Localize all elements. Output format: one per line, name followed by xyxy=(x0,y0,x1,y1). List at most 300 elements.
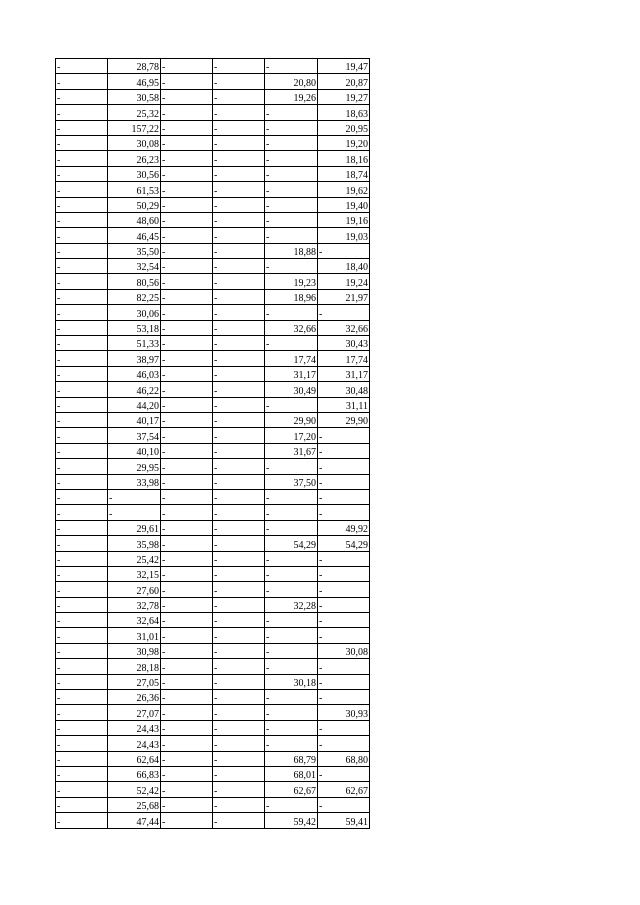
table-cell-col-6: 59,41 xyxy=(318,813,370,828)
table-cell-col-5: 19,23 xyxy=(265,274,318,289)
table-cell-col-1: - xyxy=(56,643,108,658)
table-cell-col-2: 28,18 xyxy=(108,659,161,674)
table-cell-col-4: - xyxy=(213,351,265,366)
table-cell-col-5: 68,79 xyxy=(265,751,318,766)
table-cell-col-6: 19,24 xyxy=(318,274,370,289)
table-cell-col-6: - xyxy=(318,628,370,643)
table-cell-col-5: 30,49 xyxy=(265,382,318,397)
table-cell-col-5: - xyxy=(265,182,318,197)
table-cell-col-3: - xyxy=(161,135,213,150)
table-cell-col-4: - xyxy=(213,813,265,828)
table-cell-col-5: - xyxy=(265,105,318,120)
table-cell-col-4: - xyxy=(213,674,265,689)
table-cell-col-3: - xyxy=(161,643,213,658)
table-cell-col-4: - xyxy=(213,766,265,781)
table-cell-col-2: 28,78 xyxy=(108,59,161,74)
data-table xyxy=(55,58,370,829)
table-cell-col-1: - xyxy=(56,443,108,458)
table-row xyxy=(56,520,370,535)
table-cell-col-6: 19,16 xyxy=(318,212,370,227)
table-cell-col-5: - xyxy=(265,551,318,566)
table-cell-col-4: - xyxy=(213,289,265,304)
table-cell-col-5: 17,20 xyxy=(265,428,318,443)
table-cell-col-6: 20,95 xyxy=(318,120,370,135)
table-cell-col-3: - xyxy=(161,182,213,197)
table-cell-col-3: - xyxy=(161,274,213,289)
table-cell-col-2: 53,18 xyxy=(108,320,161,335)
table-cell-col-1: - xyxy=(56,120,108,135)
table-cell-col-6: - xyxy=(318,474,370,489)
table-cell-col-5: - xyxy=(265,259,318,274)
table-cell-col-1: - xyxy=(56,489,108,504)
table-cell-col-6: 18,40 xyxy=(318,259,370,274)
table-row xyxy=(56,720,370,735)
table-cell-col-6: 68,80 xyxy=(318,751,370,766)
table-cell-col-5: 19,26 xyxy=(265,89,318,104)
table-cell-col-3: - xyxy=(161,166,213,181)
table-cell-col-4: - xyxy=(213,736,265,751)
table-row xyxy=(56,613,370,628)
table-cell-col-2: 25,42 xyxy=(108,551,161,566)
table-cell-col-2: 30,06 xyxy=(108,305,161,320)
table-cell-col-4: - xyxy=(213,336,265,351)
table-row xyxy=(56,197,370,212)
table-cell-col-5: 18,88 xyxy=(265,243,318,258)
table-cell-col-3: - xyxy=(161,120,213,135)
table-cell-col-1: - xyxy=(56,351,108,366)
table-cell-col-2: 157,22 xyxy=(108,120,161,135)
table-row xyxy=(56,797,370,812)
table-cell-col-1: - xyxy=(56,182,108,197)
table-cell-col-5: - xyxy=(265,151,318,166)
table-row xyxy=(56,597,370,612)
table-row xyxy=(56,320,370,335)
table-row xyxy=(56,551,370,566)
table-cell-col-6: 19,62 xyxy=(318,182,370,197)
table-cell-col-6: 19,40 xyxy=(318,197,370,212)
table-cell-col-4: - xyxy=(213,74,265,89)
table-cell-col-2: 46,03 xyxy=(108,366,161,381)
table-cell-col-1: - xyxy=(56,674,108,689)
table-cell-col-3: - xyxy=(161,474,213,489)
table-cell-col-3: - xyxy=(161,720,213,735)
table-cell-col-6: - xyxy=(318,243,370,258)
table-row xyxy=(56,489,370,504)
table-cell-col-3: - xyxy=(161,613,213,628)
table-cell-col-1: - xyxy=(56,151,108,166)
table-cell-col-2: 32,78 xyxy=(108,597,161,612)
table-row xyxy=(56,135,370,150)
table-cell-col-6: - xyxy=(318,566,370,581)
table-cell-col-1: - xyxy=(56,89,108,104)
table-cell-col-4: - xyxy=(213,551,265,566)
table-row xyxy=(56,336,370,351)
table-cell-col-1: - xyxy=(56,536,108,551)
table-cell-col-2: 32,54 xyxy=(108,259,161,274)
table-cell-col-2: 46,95 xyxy=(108,74,161,89)
table-cell-col-3: - xyxy=(161,797,213,812)
table-row xyxy=(56,674,370,689)
table-cell-col-2: 47,44 xyxy=(108,813,161,828)
table-cell-col-4: - xyxy=(213,474,265,489)
table-cell-col-1: - xyxy=(56,74,108,89)
table-cell-col-2: 29,61 xyxy=(108,520,161,535)
table-cell-col-1: - xyxy=(56,412,108,427)
table-cell-col-6: 17,74 xyxy=(318,351,370,366)
table-cell-col-3: - xyxy=(161,105,213,120)
table-cell-col-6: 32,66 xyxy=(318,320,370,335)
table-cell-col-2: 30,98 xyxy=(108,643,161,658)
table-cell-col-3: - xyxy=(161,813,213,828)
table-cell-col-1: - xyxy=(56,597,108,612)
table-cell-col-3: - xyxy=(161,289,213,304)
table-cell-col-4: - xyxy=(213,582,265,597)
table-cell-col-1: - xyxy=(56,166,108,181)
table-cell-col-6: 19,20 xyxy=(318,135,370,150)
table-cell-col-5: - xyxy=(265,520,318,535)
table-row xyxy=(56,74,370,89)
table-row xyxy=(56,813,370,828)
table-cell-col-4: - xyxy=(213,566,265,581)
table-cell-col-5: 68,01 xyxy=(265,766,318,781)
table-cell-col-6: 30,08 xyxy=(318,643,370,658)
table-cell-col-1: - xyxy=(56,59,108,74)
table-cell-col-2: 40,10 xyxy=(108,443,161,458)
table-cell-col-2: 26,36 xyxy=(108,690,161,705)
table-row xyxy=(56,366,370,381)
table-cell-col-1: - xyxy=(56,274,108,289)
table-cell-col-1: - xyxy=(56,197,108,212)
table-cell-col-1: - xyxy=(56,690,108,705)
table-cell-col-2: 37,54 xyxy=(108,428,161,443)
table-cell-col-5: - xyxy=(265,459,318,474)
table-cell-col-5: - xyxy=(265,736,318,751)
table-cell-col-5: 17,74 xyxy=(265,351,318,366)
table-cell-col-6: 19,03 xyxy=(318,228,370,243)
table-row xyxy=(56,120,370,135)
table-cell-col-3: - xyxy=(161,766,213,781)
table-row xyxy=(56,766,370,781)
table-cell-col-5: - xyxy=(265,582,318,597)
table-row xyxy=(56,505,370,520)
table-cell-col-2: 80,56 xyxy=(108,274,161,289)
table-row xyxy=(56,274,370,289)
table-cell-col-5: 31,67 xyxy=(265,443,318,458)
table-row xyxy=(56,412,370,427)
table-row xyxy=(56,736,370,751)
table-cell-col-1: - xyxy=(56,659,108,674)
table-cell-col-2: 31,01 xyxy=(108,628,161,643)
table-cell-col-1: - xyxy=(56,705,108,720)
table-cell-col-5: - xyxy=(265,613,318,628)
table-cell-col-1: - xyxy=(56,105,108,120)
table-cell-col-3: - xyxy=(161,382,213,397)
table-cell-col-5: 62,67 xyxy=(265,782,318,797)
table-cell-col-6: - xyxy=(318,443,370,458)
table-cell-col-2: 30,58 xyxy=(108,89,161,104)
table-cell-col-6: - xyxy=(318,613,370,628)
table-cell-col-1: - xyxy=(56,797,108,812)
table-cell-col-3: - xyxy=(161,197,213,212)
table-cell-col-6: 54,29 xyxy=(318,536,370,551)
table-cell-col-6: 30,93 xyxy=(318,705,370,720)
table-row xyxy=(56,259,370,274)
table-cell-col-4: - xyxy=(213,613,265,628)
table-cell-col-3: - xyxy=(161,320,213,335)
table-cell-col-4: - xyxy=(213,366,265,381)
table-cell-col-5: - xyxy=(265,659,318,674)
table-row xyxy=(56,89,370,104)
table-cell-col-6: - xyxy=(318,766,370,781)
table-cell-col-2: 62,64 xyxy=(108,751,161,766)
table-row xyxy=(56,428,370,443)
table-cell-col-1: - xyxy=(56,474,108,489)
table-cell-col-4: - xyxy=(213,505,265,520)
table-cell-col-2: 32,64 xyxy=(108,613,161,628)
table-cell-col-1: - xyxy=(56,520,108,535)
table-row xyxy=(56,397,370,412)
table-row xyxy=(56,151,370,166)
table-cell-col-4: - xyxy=(213,489,265,504)
table-cell-col-5: - xyxy=(265,705,318,720)
table-cell-col-5: 37,50 xyxy=(265,474,318,489)
table-cell-col-5: - xyxy=(265,166,318,181)
table-cell-col-6: - xyxy=(318,736,370,751)
table-cell-col-2: - xyxy=(108,505,161,520)
table-cell-col-5: 32,66 xyxy=(265,320,318,335)
table-row xyxy=(56,628,370,643)
table-cell-col-2: 38,97 xyxy=(108,351,161,366)
table-cell-col-3: - xyxy=(161,566,213,581)
table-cell-col-6: - xyxy=(318,489,370,504)
table-cell-col-6: 29,90 xyxy=(318,412,370,427)
table-cell-col-4: - xyxy=(213,751,265,766)
table-cell-col-2: 35,98 xyxy=(108,536,161,551)
table-cell-col-3: - xyxy=(161,397,213,412)
table-cell-col-5: 59,42 xyxy=(265,813,318,828)
table-cell-col-2: 35,50 xyxy=(108,243,161,258)
table-row xyxy=(56,443,370,458)
table-cell-col-6: - xyxy=(318,659,370,674)
table-cell-col-1: - xyxy=(56,505,108,520)
table-cell-col-4: - xyxy=(213,659,265,674)
table-cell-col-3: - xyxy=(161,597,213,612)
table-cell-col-3: - xyxy=(161,151,213,166)
table-row xyxy=(56,243,370,258)
table-cell-col-6: - xyxy=(318,597,370,612)
table-cell-col-2: 40,17 xyxy=(108,412,161,427)
table-cell-col-1: - xyxy=(56,289,108,304)
table-cell-col-5: - xyxy=(265,59,318,74)
table-cell-col-2: 30,56 xyxy=(108,166,161,181)
table-cell-col-5: - xyxy=(265,797,318,812)
table-cell-col-5: - xyxy=(265,212,318,227)
table-cell-col-6: 31,17 xyxy=(318,366,370,381)
table-cell-col-1: - xyxy=(56,736,108,751)
table-cell-col-2: 25,32 xyxy=(108,105,161,120)
table-cell-col-4: - xyxy=(213,135,265,150)
table-cell-col-2: 61,53 xyxy=(108,182,161,197)
table-cell-col-4: - xyxy=(213,182,265,197)
table-cell-col-1: - xyxy=(56,782,108,797)
table-cell-col-6: - xyxy=(318,690,370,705)
table-cell-col-1: - xyxy=(56,459,108,474)
table-cell-col-6: - xyxy=(318,505,370,520)
table-cell-col-3: - xyxy=(161,59,213,74)
table-row xyxy=(56,166,370,181)
table-row xyxy=(56,289,370,304)
table-cell-col-5: 31,17 xyxy=(265,366,318,381)
table-cell-col-5: 30,18 xyxy=(265,674,318,689)
table-cell-col-3: - xyxy=(161,212,213,227)
table-cell-col-4: - xyxy=(213,690,265,705)
table-cell-col-5: - xyxy=(265,135,318,150)
table-cell-col-2: 82,25 xyxy=(108,289,161,304)
table-cell-col-3: - xyxy=(161,489,213,504)
table-row xyxy=(56,751,370,766)
table-row xyxy=(56,182,370,197)
table-cell-col-2: 50,29 xyxy=(108,197,161,212)
table-cell-col-4: - xyxy=(213,797,265,812)
table-cell-col-4: - xyxy=(213,89,265,104)
table-cell-col-4: - xyxy=(213,782,265,797)
table-cell-col-3: - xyxy=(161,705,213,720)
table-cell-col-5: 20,80 xyxy=(265,74,318,89)
table-cell-col-2: 26,23 xyxy=(108,151,161,166)
table-cell-col-1: - xyxy=(56,397,108,412)
table-cell-col-6: - xyxy=(318,797,370,812)
data-table-body xyxy=(56,59,370,829)
table-cell-col-3: - xyxy=(161,459,213,474)
table-cell-col-5: - xyxy=(265,228,318,243)
table-cell-col-3: - xyxy=(161,428,213,443)
table-cell-col-1: - xyxy=(56,366,108,381)
table-cell-col-2: 51,33 xyxy=(108,336,161,351)
table-cell-col-5: - xyxy=(265,489,318,504)
table-row xyxy=(56,59,370,74)
table-cell-col-1: - xyxy=(56,566,108,581)
table-cell-col-3: - xyxy=(161,520,213,535)
table-cell-col-6: - xyxy=(318,305,370,320)
table-row xyxy=(56,782,370,797)
table-row xyxy=(56,351,370,366)
table-cell-col-3: - xyxy=(161,736,213,751)
table-cell-col-4: - xyxy=(213,536,265,551)
table-cell-col-5: 54,29 xyxy=(265,536,318,551)
table-cell-col-2: 30,08 xyxy=(108,135,161,150)
table-cell-col-1: - xyxy=(56,582,108,597)
table-cell-col-2: 66,83 xyxy=(108,766,161,781)
table-cell-col-3: - xyxy=(161,628,213,643)
table-cell-col-3: - xyxy=(161,228,213,243)
table-cell-col-6: 19,27 xyxy=(318,89,370,104)
table-cell-col-3: - xyxy=(161,690,213,705)
table-cell-col-3: - xyxy=(161,243,213,258)
table-cell-col-6: 20,87 xyxy=(318,74,370,89)
table-cell-col-3: - xyxy=(161,305,213,320)
table-cell-col-3: - xyxy=(161,336,213,351)
table-cell-col-2: 27,05 xyxy=(108,674,161,689)
table-cell-col-4: - xyxy=(213,151,265,166)
table-cell-col-2: 27,60 xyxy=(108,582,161,597)
table-row xyxy=(56,566,370,581)
table-cell-col-4: - xyxy=(213,243,265,258)
table-cell-col-4: - xyxy=(213,597,265,612)
table-cell-col-5: 32,28 xyxy=(265,597,318,612)
table-cell-col-3: - xyxy=(161,259,213,274)
table-cell-col-5: - xyxy=(265,643,318,658)
table-cell-col-4: - xyxy=(213,382,265,397)
table-cell-col-1: - xyxy=(56,720,108,735)
table-cell-col-4: - xyxy=(213,459,265,474)
table-cell-col-6: 62,67 xyxy=(318,782,370,797)
table-cell-col-4: - xyxy=(213,105,265,120)
table-cell-col-4: - xyxy=(213,228,265,243)
table-cell-col-6: 49,92 xyxy=(318,520,370,535)
table-cell-col-4: - xyxy=(213,412,265,427)
table-cell-col-4: - xyxy=(213,705,265,720)
table-cell-col-6: - xyxy=(318,674,370,689)
table-cell-col-2: 25,68 xyxy=(108,797,161,812)
table-cell-col-3: - xyxy=(161,505,213,520)
table-cell-col-4: - xyxy=(213,197,265,212)
table-cell-col-6: - xyxy=(318,720,370,735)
table-cell-col-5: - xyxy=(265,505,318,520)
table-cell-col-3: - xyxy=(161,582,213,597)
table-cell-col-1: - xyxy=(56,751,108,766)
table-cell-col-6: - xyxy=(318,582,370,597)
table-row xyxy=(56,459,370,474)
table-cell-col-5: - xyxy=(265,197,318,212)
table-row xyxy=(56,105,370,120)
table-cell-col-5: 29,90 xyxy=(265,412,318,427)
table-cell-col-4: - xyxy=(213,305,265,320)
table-row xyxy=(56,212,370,227)
table-cell-col-3: - xyxy=(161,443,213,458)
table-cell-col-2: - xyxy=(108,489,161,504)
table-cell-col-4: - xyxy=(213,274,265,289)
table-cell-col-5: - xyxy=(265,336,318,351)
table-cell-col-3: - xyxy=(161,659,213,674)
table-row xyxy=(56,659,370,674)
table-cell-col-5: - xyxy=(265,305,318,320)
table-cell-col-1: - xyxy=(56,628,108,643)
table-cell-col-3: - xyxy=(161,412,213,427)
table-cell-col-5: - xyxy=(265,690,318,705)
table-cell-col-1: - xyxy=(56,336,108,351)
table-row xyxy=(56,536,370,551)
table-cell-col-6: 19,47 xyxy=(318,59,370,74)
table-cell-col-2: 27,07 xyxy=(108,705,161,720)
table-cell-col-3: - xyxy=(161,674,213,689)
table-cell-col-1: - xyxy=(56,135,108,150)
table-cell-col-3: - xyxy=(161,74,213,89)
table-cell-col-3: - xyxy=(161,751,213,766)
table-row xyxy=(56,382,370,397)
table-cell-col-3: - xyxy=(161,366,213,381)
table-cell-col-6: 31,11 xyxy=(318,397,370,412)
table-row xyxy=(56,690,370,705)
table-cell-col-1: - xyxy=(56,382,108,397)
table-cell-col-4: - xyxy=(213,166,265,181)
table-cell-col-1: - xyxy=(56,243,108,258)
table-cell-col-2: 46,22 xyxy=(108,382,161,397)
table-cell-col-2: 32,15 xyxy=(108,566,161,581)
table-cell-col-2: 29,95 xyxy=(108,459,161,474)
table-cell-col-4: - xyxy=(213,212,265,227)
table-cell-col-3: - xyxy=(161,782,213,797)
table-cell-col-6: 30,43 xyxy=(318,336,370,351)
